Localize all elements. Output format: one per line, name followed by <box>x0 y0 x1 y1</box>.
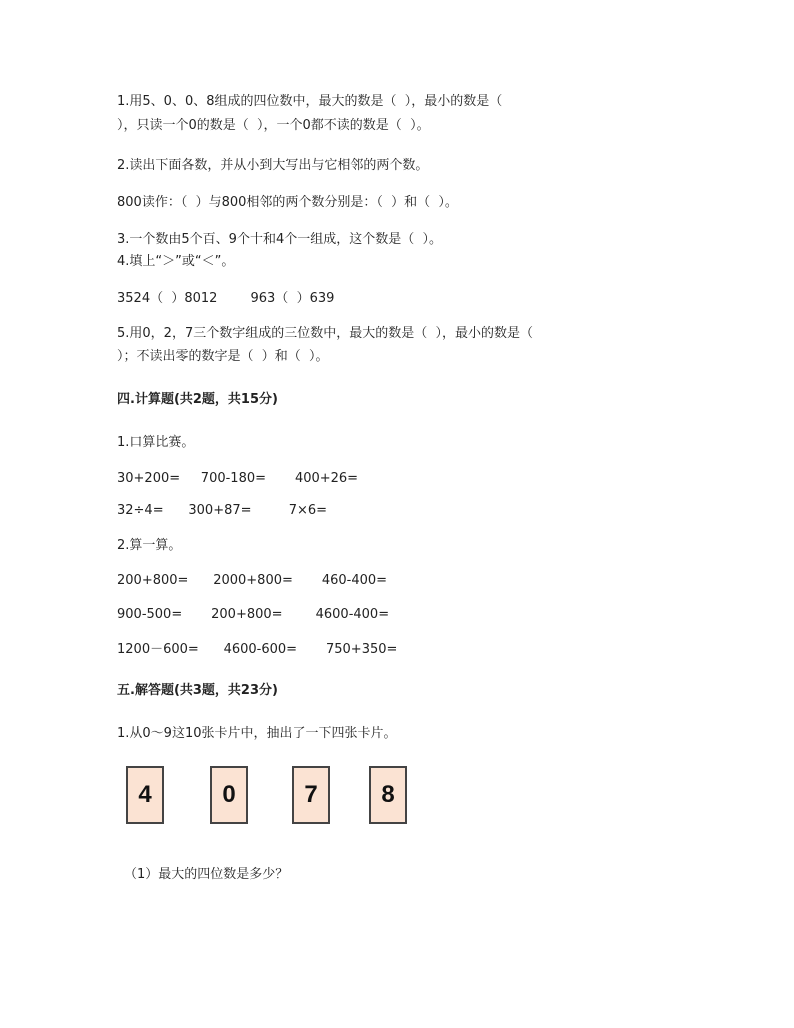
q4-2-row3: 1200－600= 4600-600= 750+350= <box>117 642 398 657</box>
q4-2-row2: 900-500= 200+800= 4600-400= <box>117 607 390 622</box>
q3-1-line2: ），只读一个0的数是（ ），一个0都不读的数是（ ）。 <box>117 118 430 133</box>
q3-5-line1: 5.用0，2，7三个数字组成的三位数中，最大的数是（ ），最小的数是（ <box>117 326 533 341</box>
q3-1-line1: 1.用5、0、0、8组成的四位数中，最大的数是（ ），最小的数是（ <box>117 94 503 109</box>
q3-5-line2: ）；不读出零的数字是（ ）和（ ）。 <box>117 349 329 364</box>
section4-heading: 四.计算题(共2题，共15分) <box>117 392 278 407</box>
q3-2-title: 2.读出下面各数，并从小到大写出与它相邻的两个数。 <box>117 158 429 173</box>
q3-4-title: 4.填上“＞”或“＜”。 <box>117 254 235 269</box>
q5-1-title: 1.从0～9这10张卡片中，抽出了一下四张卡片。 <box>117 726 397 741</box>
q4-1-row2: 32÷4= 300+87= 7×6= <box>117 503 328 518</box>
q3-2-body: 800读作：（ ）与800相邻的两个数分别是：（ ）和（ ）。 <box>117 195 458 210</box>
q3-3: 3.一个数由5个百、9个十和4个一组成，这个数是（ ）。 <box>117 232 442 247</box>
q3-4-body: 3524（ ）8012 963（ ）639 <box>117 291 335 306</box>
q4-1-title: 1.口算比赛。 <box>117 435 195 450</box>
number-cards <box>126 766 416 828</box>
q5-1-sub1: （1）最大的四位数是多少？ <box>124 867 289 882</box>
number-card: 4 <box>126 766 164 824</box>
q4-1-row1: 30+200= 700-180= 400+26= <box>117 471 359 486</box>
q4-2-title: 2.算一算。 <box>117 538 182 553</box>
number-card: 0 <box>210 766 248 824</box>
section5-heading: 五.解答题(共3题，共23分) <box>117 683 278 698</box>
number-card: 8 <box>369 766 407 824</box>
q4-2-row1: 200+800= 2000+800= 460-400= <box>117 573 388 588</box>
number-card: 7 <box>292 766 330 824</box>
